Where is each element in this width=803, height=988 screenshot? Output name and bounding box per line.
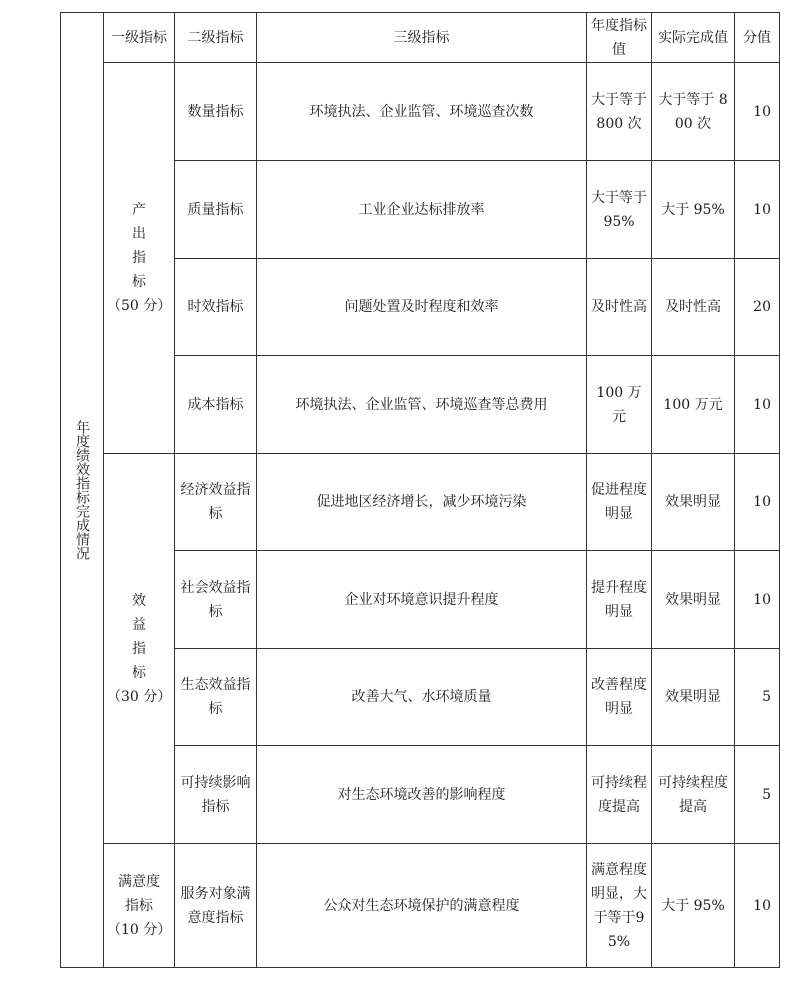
cell-score: 10 bbox=[735, 454, 780, 551]
group-label-line2: （10 分） bbox=[107, 921, 172, 938]
cell-score: 5 bbox=[735, 649, 780, 746]
cell-score: 20 bbox=[735, 259, 780, 356]
cell-actual: 效果明显 bbox=[652, 454, 735, 551]
cell-score: 10 bbox=[735, 356, 780, 454]
cell-actual: 及时性高 bbox=[652, 259, 735, 356]
cell-level2: 质量指标 bbox=[175, 161, 257, 259]
group-label-line1: 产出指标 bbox=[132, 202, 146, 290]
cell-target: 大于等于 95% bbox=[587, 161, 652, 259]
cell-level2: 生态效益指标 bbox=[175, 649, 257, 746]
side-label: 年度绩效指标完成情况 bbox=[61, 13, 104, 968]
cell-target: 大于等于 800 次 bbox=[587, 63, 652, 161]
cell-level3: 促进地区经济增长，减少环境污染 bbox=[257, 454, 587, 551]
cell-score: 10 bbox=[735, 63, 780, 161]
cell-actual: 大于 95% bbox=[652, 161, 735, 259]
group-label-benefit bbox=[104, 454, 175, 844]
header-row bbox=[61, 13, 780, 63]
cell-actual: 效果明显 bbox=[652, 649, 735, 746]
group-label-output bbox=[104, 63, 175, 454]
cell-actual: 效果明显 bbox=[652, 551, 735, 649]
cell-actual: 可持续程度提高 bbox=[652, 746, 735, 844]
header-score: 分值 bbox=[735, 13, 780, 63]
cell-target: 100 万元 bbox=[587, 356, 652, 454]
header-level2: 二级指标 bbox=[175, 13, 257, 63]
cell-level3: 改善大气、水环境质量 bbox=[257, 649, 587, 746]
cell-score: 10 bbox=[735, 844, 780, 968]
cell-target: 及时性高 bbox=[587, 259, 652, 356]
cell-level2: 经济效益指标 bbox=[175, 454, 257, 551]
group-label-line2: （30 分） bbox=[107, 688, 172, 705]
header-actual: 实际完成值 bbox=[652, 13, 735, 63]
cell-actual: 100 万元 bbox=[652, 356, 735, 454]
cell-level3: 公众对生态环境保护的满意程度 bbox=[257, 844, 587, 968]
table-row bbox=[61, 844, 780, 968]
performance-indicator-table bbox=[60, 12, 780, 968]
cell-target: 满意程度明显，大于等于95% bbox=[587, 844, 652, 968]
cell-level3: 对生态环境改善的影响程度 bbox=[257, 746, 587, 844]
group-label-line1: 效益指标 bbox=[132, 592, 146, 681]
cell-level3: 环境执法、企业监管、环境巡查等总费用 bbox=[257, 356, 587, 454]
group-label-line1: 满意度指标 bbox=[118, 873, 160, 914]
cell-level3: 环境执法、企业监管、环境巡查次数 bbox=[257, 63, 587, 161]
header-annual-target: 年度指标值 bbox=[587, 13, 652, 63]
cell-level3: 企业对环境意识提升程度 bbox=[257, 551, 587, 649]
cell-target: 改善程度明显 bbox=[587, 649, 652, 746]
cell-level2: 时效指标 bbox=[175, 259, 257, 356]
cell-actual: 大于 95% bbox=[652, 844, 735, 968]
cell-level3: 工业企业达标排放率 bbox=[257, 161, 587, 259]
cell-level2: 数量指标 bbox=[175, 63, 257, 161]
table-row bbox=[61, 63, 780, 161]
table-row bbox=[61, 454, 780, 551]
cell-level2: 服务对象满意度指标 bbox=[175, 844, 257, 968]
group-label-line2: （50 分） bbox=[107, 298, 172, 314]
header-level3: 三级指标 bbox=[257, 13, 587, 63]
group-label-satisfaction bbox=[104, 844, 175, 968]
cell-score: 10 bbox=[735, 551, 780, 649]
cell-target: 可持续程度提高 bbox=[587, 746, 652, 844]
cell-target: 促进程度明显 bbox=[587, 454, 652, 551]
cell-score: 5 bbox=[735, 746, 780, 844]
cell-target: 提升程度明显 bbox=[587, 551, 652, 649]
cell-actual: 大于等于 800 次 bbox=[652, 63, 735, 161]
header-level1: 一级指标 bbox=[104, 13, 175, 63]
cell-score: 10 bbox=[735, 161, 780, 259]
cell-level2: 社会效益指标 bbox=[175, 551, 257, 649]
cell-level3: 问题处置及时程度和效率 bbox=[257, 259, 587, 356]
cell-level2: 成本指标 bbox=[175, 356, 257, 454]
cell-level2: 可持续影响指标 bbox=[175, 746, 257, 844]
